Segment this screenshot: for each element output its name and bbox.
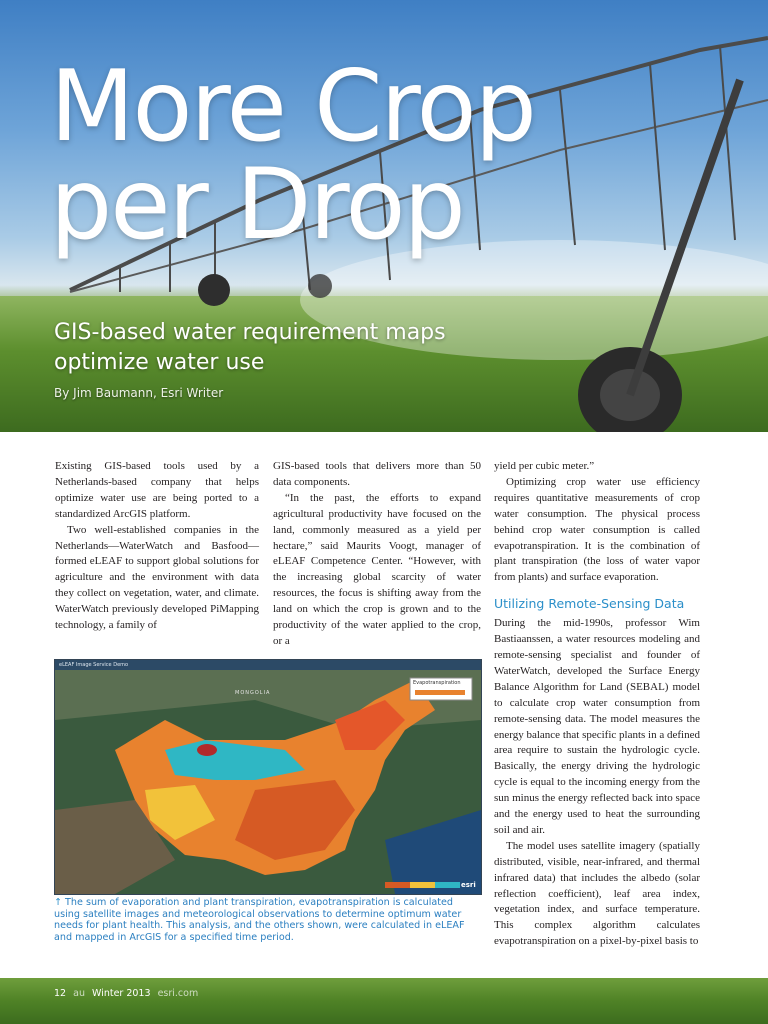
caption-text: The sum of evaporation and plant transpiration, evapotranspiration is calculated using satellite images and meteorological observations to determine optimum water needs for plant health. This analysis, and the others shown, were calculated in eLEAF and mapped in ArcGIS for a specified time period. [54,897,465,943]
publication-name: au [73,988,85,999]
title-line-2: per Drop [50,148,464,262]
map-region-label: MONGOLIA [235,690,271,696]
figure-caption [54,897,480,943]
paragraph: The model uses satellite imagery (spatially distributed, visible, near-infrared, and thermal infrared data) that includes the albedo (solar reflection coefficient), leaf area index, vegetation index, and surface temperature. This complex algorithm calculates evapotranspiration on a pixel-by-pixel basis to [494,839,700,948]
section-heading: Utilizing Remote-Sensing Data [494,596,685,612]
page-footer [54,988,202,999]
paragraph: During the mid-1990s, professor Wim Bastiaanssen, a water resources modeling and remote-sensing specialist and founder of WaterWatch, developed the Surface Energy Balance Algorithm for Land (SEBAL) model to calculate crop water consumption from remote-sensing data. The model measures the energy balance that specific plants in a defined area require to sustain the hydrologic cycle. Basically, the energy driving the hydrologic cycle is equal to the incoming energy from the sun minus the energy reflected back into space and the energy used to heat the surrounding soil and air. [494,617,700,836]
website: esri.com [157,988,199,999]
paragraph: Two well-established companies in the Netherlands—WaterWatch and Basfood—formed eLEAF to support global solutions for agriculture and the environment with data they collect on vegetation, water, and climate. WaterWatch previously developed PiMapping technology, a family of [55,523,259,632]
hero-image [0,0,768,432]
article-subtitle: GIS-based water requirement maps optimize water use [54,320,446,375]
page-number: 12 [54,988,67,999]
caption-arrow-icon: ↑ [54,897,63,908]
title-line-1: More Crop [50,50,535,164]
paragraph: Optimizing crop water use efficiency requires quantitative measurements of crop water consumption. The physical process behind crop water consumption is called evapotranspiration. It is the combination of plant transpiration (the loss of water vapor from plants) and surface evaporation. [494,475,700,584]
esri-logo: esri [461,881,476,889]
footer-grass-band [0,978,768,1024]
paragraph: GIS-based tools that delivers more than 50 data components. [273,460,481,488]
map-legend-title: Evapotranspiration [413,680,461,686]
paragraph: yield per cubic meter.” [494,460,595,472]
article-title [50,50,535,262]
issue-label: Winter 2013 [92,988,151,999]
text-column-3 [494,459,700,950]
text-column-2 [273,459,481,650]
map-app-titlebar: eLEAF Image Service Demo [55,660,481,670]
paragraph: “In the past, the efforts to expand agricultural productivity have focused on the land, commonly measured as a yield per hectare,” said Maurits Voogt, manager of eLEAF Competence Center. “However, with the increasing global scarcity of water resources, the focus is shifting away from the land on which the crop is grown and to the productivity of the water applied to the crop, or a [273,491,481,647]
byline: By Jim Baumann, Esri Writer [54,386,224,400]
evapotranspiration-map-figure [54,659,482,895]
text-column-1 [55,459,259,634]
paragraph: Existing GIS-based tools used by a Netherlands-based company that helps optimize water use are being ported to a standardized ArcGIS platform. [55,460,259,520]
